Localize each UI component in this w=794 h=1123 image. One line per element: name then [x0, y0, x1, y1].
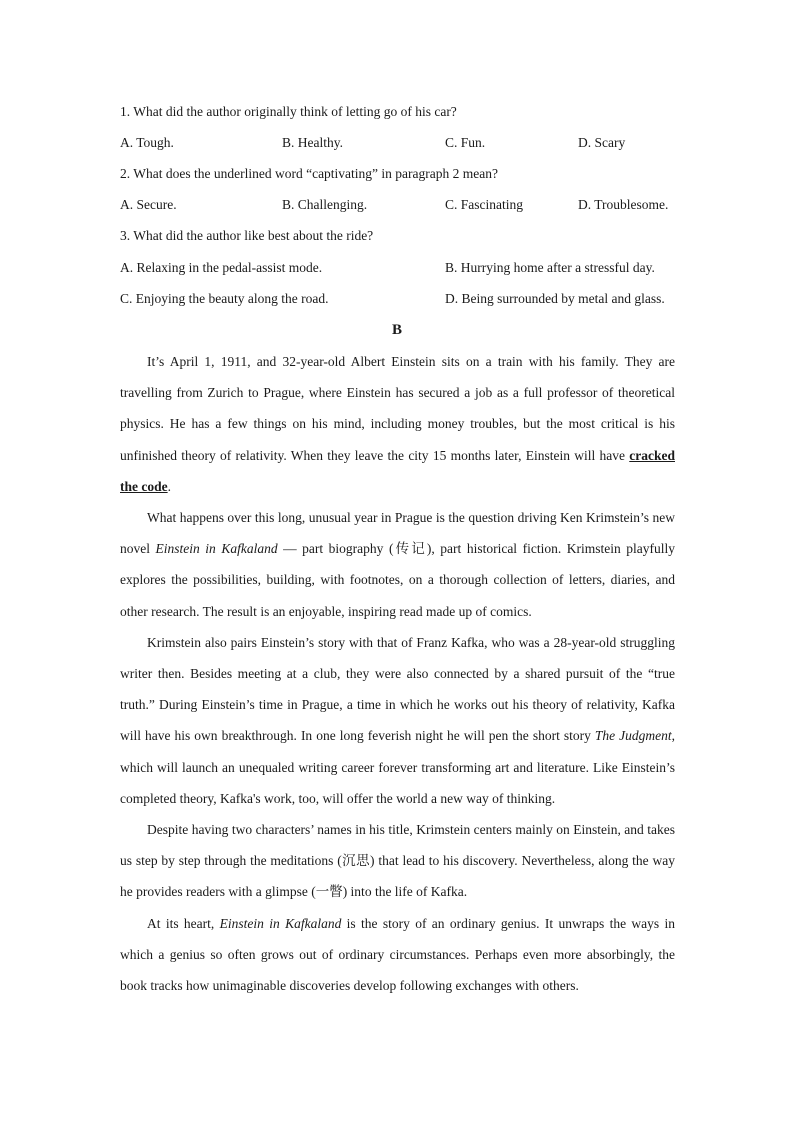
question-1: 1. What did the author originally think of letting go of his car? [120, 104, 457, 119]
option-2a: A. Secure. [120, 197, 177, 212]
book-title: Einstein in Kafkaland [155, 541, 278, 557]
option-1a: A. Tough. [120, 135, 174, 150]
book-title: Einstein in Kafkaland [219, 915, 342, 931]
question-2: 2. What does the underlined word “captivating” in paragraph 2 mean? [120, 166, 498, 181]
option-3c: C. Enjoying the beauty along the road. [120, 291, 329, 306]
option-2b: B. Challenging. [282, 197, 368, 212]
paragraph-1: It’s April 1, 1911, and 32-year-old Albert Einstein sits on a train with his family. They are travelling from Zurich to Prague, where Einstein has secured a job as a full professor of theoretical physics. He has a few things on his mind, including money troubles, but the most critical is his unfinished theory of relativity. When they leave the city 15 months later, Einstein will have cracked the code. [120, 354, 675, 494]
paragraph-4: Despite having two characters’ names in his title, Krimstein centers mainly on Einstein, and takes us step by step through the meditations (沉思) that lead to his discovery. Nevertheless, along the way he provides readers with a glimpse (一瞥) into the life of Kafka. [120, 822, 675, 900]
paragraph-3: Krimstein also pairs Einstein’s story with that of Franz Kafka, who was a 28-year-old struggling writer then. Besides meeting at a club, they were also connected by a shared pursuit of the “true truth.” During Einstein’s time in Prague, a time in which he works out his theory of relativity, Kafka will have his own breakthrough. In one long feverish night he will pen the short story The Judgment, which will launch an unequaled writing career forever transforming art and literature. Like Einstein’s completed theory, Kafka's work, too, will offer the world a new way of thinking. [120, 634, 676, 806]
option-2c: C. Fascinating [445, 197, 523, 212]
option-3b: B. Hurrying home after a stressful day. [445, 260, 655, 275]
story-title: The Judgment [594, 728, 672, 744]
option-3a: A. Relaxing in the pedal-assist mode. [120, 260, 323, 275]
option-1b: B. Healthy. [282, 135, 343, 150]
underlined-phrase: cracked the code [120, 447, 675, 494]
option-2d: D. Troublesome. [578, 197, 669, 212]
passage-body [120, 346, 675, 1001]
paragraph-2: What happens over this long, unusual year in Prague is the question driving Ken Krimstein’s new novel Einstein in Kafkaland — part biography (传记), part historical fiction. Krimstein playfully explores the possibilities, building, with footnotes, on a thorough collection of letters, diaries, and other research. The result is an enjoyable, inspiring read made up of comics. [120, 510, 675, 619]
option-1c: C. Fun. [445, 135, 486, 150]
option-1d: D. Scary [578, 135, 626, 150]
paragraph-5: At its heart, Einstein in Kafkaland is the story of an ordinary genius. It unwraps the ways in which a genius so often grows out of ordinary circumstances. Perhaps even more absorbingly, the book tracks how unimaginable discoveries develop following exchanges with others. [120, 915, 675, 994]
section-heading: B [391, 322, 402, 338]
option-3d: D. Being surrounded by metal and glass. [445, 291, 665, 306]
question-3: 3. What did the author like best about the ride? [120, 228, 374, 243]
